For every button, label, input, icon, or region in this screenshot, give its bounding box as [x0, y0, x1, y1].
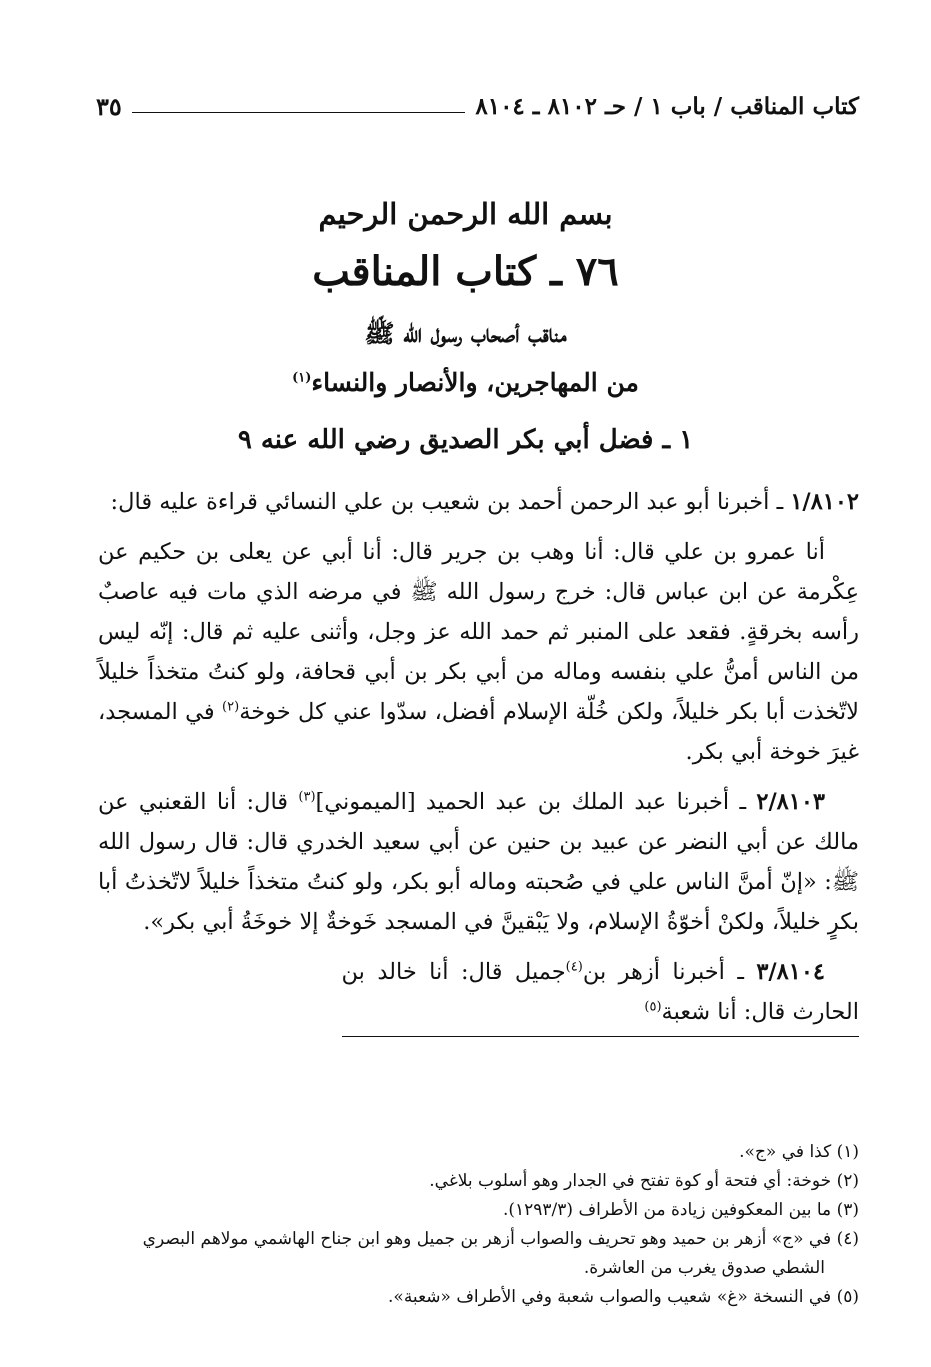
footnote: (٢) خوخة: أي فتحة أو كوة تفتح في الجدار وهو أسلوب بلاغي. [429, 1171, 859, 1191]
hadith-last-line [342, 952, 859, 1037]
hadith-text: ـ أخبرنا أبو عبد الرحمن أحمد بن شعيب بن علي النسائي قراءة عليه قال: [110, 489, 784, 515]
hadith-text-continued: جميل قال: أنا خالد بن الحارث قال: أنا شعبة [341, 959, 859, 1025]
footnote-continuation: الشطي صدوق يغرب من العاشرة. [583, 1258, 825, 1278]
hadith-text-continued: قال: أنا القعنبي عن مالك عن أبي النضر عن عبيد بن حنين عن أبي سعيد الخدري قال: قال رسول الله ﷺ: «إنّ أمنَّ الناس علي في صُحبته وماله أبو بكر، ولو كنتُ متخذاً خليلاً لاتّخذتُ أبا بكرٍ خليلاً، ولكنْ أخوّةُ الإسلام، ولا يَبْقينَّ في المسجد خَوخةٌ إلا خوخَةُ أبي بكر». [98, 789, 859, 935]
footnote-ref: (١) [292, 370, 312, 386]
footnote: (١) كذا في «ج». [739, 1142, 859, 1162]
page-number: ٣٥ [96, 91, 122, 121]
footnotes [80, 1138, 859, 1312]
footnote-ref: (٤) [565, 959, 583, 975]
hadith-number: ٣/٨١٠٤ [756, 959, 825, 985]
hadith-paragraph [98, 482, 859, 522]
footnote-ref: (٢) [222, 699, 240, 715]
hadith-number: ٢/٨١٠٣ [756, 789, 826, 815]
hadith-paragraph [98, 952, 859, 1037]
basmala: بسم الله الرحمن الرحيم [318, 197, 613, 231]
subtitle: مناقب أصحاب رسول الله ﷺ [364, 319, 567, 348]
subtitle-secondary [0, 368, 931, 397]
footnote: (٤) في «ج» أزهر بن حميد وهو تحريف والصواب أزهر بن جميل وهو ابن جناح الهاشمي مولاهم البصري [142, 1229, 859, 1249]
book-title: ٧٦ ـ كتاب المناقب [312, 248, 619, 295]
footnote-ref: (٣) [298, 789, 316, 805]
hadith-number: ١/٨١٠٢ [790, 489, 859, 515]
hadith-text: ـ أخبرنا عبد الملك بن عبد الحميد [الميموني] [315, 789, 747, 815]
running-head-title: كتاب المناقب / باب ١ / حـ ٨١٠٢ ـ ٨١٠٤ [475, 92, 859, 120]
footnote-ref: (٥) [644, 999, 662, 1015]
subtitle-secondary-text: من المهاجرين، والأنصار والنساء [311, 368, 639, 397]
hadith-text: ـ أخبرنا أزهر بن [582, 959, 744, 985]
hadith-paragraph [98, 532, 859, 772]
footnote: (٥) في النسخة «غ» شعيب والصواب شعبة وفي الأطراف «شعبة». [388, 1287, 859, 1307]
footnote: (٣) ما بين المعكوفين زيادة من الأطراف (١٢٩٣/٣). [502, 1200, 859, 1220]
running-head-rule [132, 112, 466, 113]
hadith-text: أنا عمرو بن علي قال: أنا وهب بن جرير قال: أنا أبي عن يعلى بن حكيم عن عِكْرمة عن ابن عباس قال: خرج رسول الله ﷺ في مرضه الذي مات فيه عاصبٌ رأسه بخرقةٍ. فقعد على المنبر ثم حمد الله عز وجل، وأثنى عليه ثم قال: إنّه ليس من الناس أمنُّ علي بنفسه وماله من أبي بكر بن أبي قحافة، ولو كنتُ متخذاً خليلاً لاتّخذت أبا بكر خليلاً، ولكن خُلّة الإسلام أفضل، سدّوا عني كل خوخة [98, 539, 859, 725]
chapter-heading: ١ ـ فضل أبي بكر الصديق رضي الله عنه ٩ [237, 425, 694, 455]
running-head [96, 86, 859, 126]
main-text [98, 482, 859, 1037]
hadith-paragraph [98, 782, 859, 942]
hadith-text-continued: في المسجد، غيرَ خوخة أبي بكر. [98, 699, 859, 765]
